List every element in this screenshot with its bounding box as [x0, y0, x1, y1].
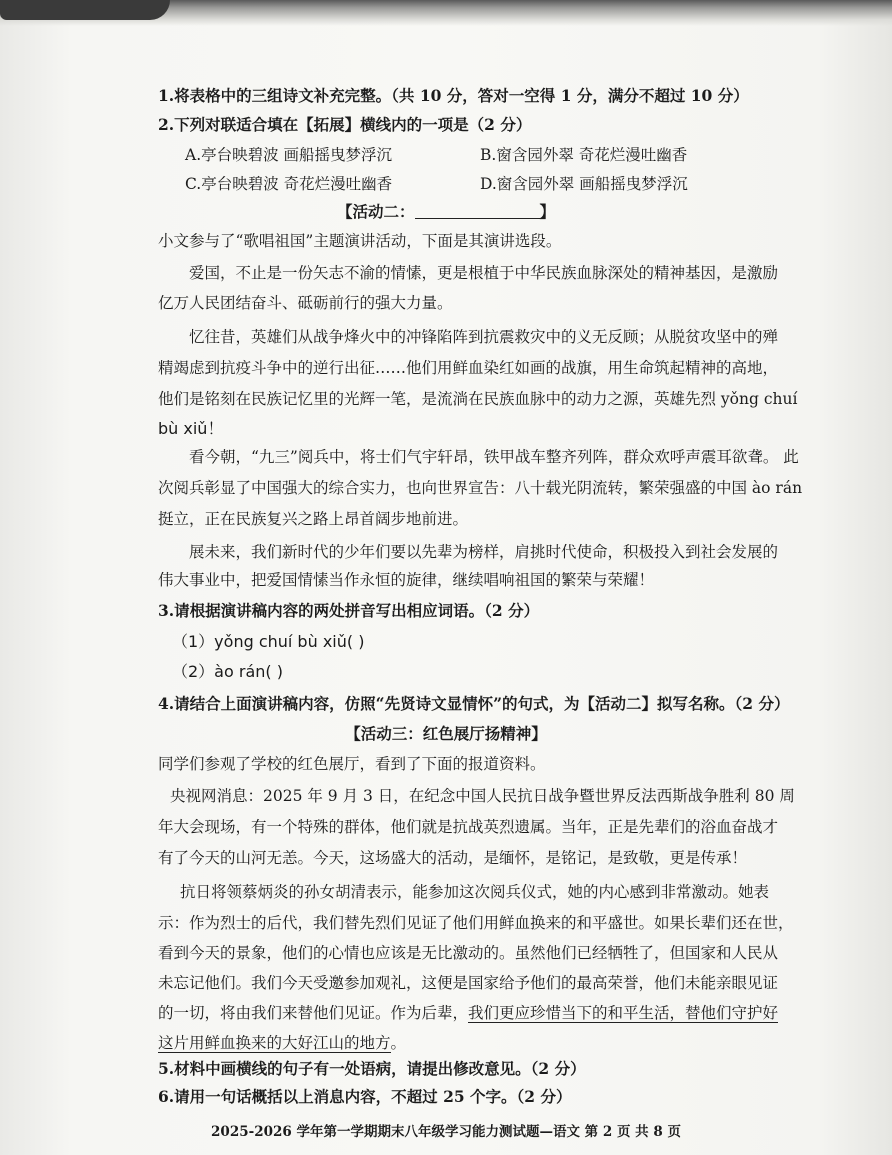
activity-2-heading	[0, 200, 892, 224]
question-6: 6.请用一句话概括以上消息内容，不超过 25 个字。（2 分）	[158, 1087, 572, 1106]
activity-3-heading: 【活动三：红色展厅扬精神】	[345, 724, 547, 743]
speech-p1-line-1: 爱国，不止是一份矢志不渝的情愫，更是根植于中华民族血脉深处的精神基因，是激励	[189, 264, 779, 282]
option-d: D.窗含园外翠 画船摇曳梦浮沉	[480, 175, 688, 193]
question-3: 3.请根据演讲稿内容的两处拼音写出相应词语。（2 分）	[158, 601, 540, 620]
question-4: 4.请结合上面演讲稿内容，仿照“先贤诗文显情怀”的句式，为【活动二】拟写名称。（2 分）	[158, 694, 790, 713]
news-p2-line-4: 未忘记他们。我们今天受邀参加观礼，这便是国家给予他们的最高荣誉，他们未能亲眼见证	[158, 974, 779, 992]
scan-corner-blot	[0, 0, 170, 20]
news-p2-line-1: 抗日将领蔡炳炎的孙女胡清表示，能参加这次阅兵仪式，她的内心感到非常激动。她表	[180, 883, 770, 901]
question-5: 5.材料中画横线的句子有一处语病，请提出修改意见。（2 分）	[158, 1059, 586, 1078]
speech-p3-line-2: 次阅兵彰显了中国强大的综合实力，也向世界宣告：八十载光阴流转，繁荣强盛的中国 ào rán	[158, 479, 803, 497]
question-1: 1.将表格中的三组诗文补充完整。（共 10 分，答对一空得 1 分，满分不超过 10 分）	[158, 86, 749, 105]
news-p2-line-6	[158, 1031, 868, 1055]
activity-2-prefix: 【活动二：	[336, 202, 415, 221]
speech-p2-line-1: 忆往昔，英雄们从战争烽火中的冲锋陷阵到抗震救灾中的义无反顾；从脱贫攻坚中的殚	[189, 328, 779, 346]
speech-p2-line-4: bù xiǔ！	[158, 419, 224, 438]
news-p1-line-1: 央视网消息：2025 年 9 月 3 日，在纪念中国人民抗日战争暨世界反法西斯战争胜利 80 周	[170, 787, 795, 805]
activity-2-suffix: 】	[539, 202, 556, 221]
question-2: 2.下列对联适合填在【拓展】横线内的一项是（2 分）	[158, 115, 532, 134]
news-p2-line-3: 看到今天的景象，他们的心情也应该是无比激动的。虽然他们已经牺牲了，但国家和人民从	[158, 944, 779, 962]
news-p1-line-3: 有了今天的山河无恙。今天，这场盛大的活动，是缅怀，是铭记，是致敬，更是传承！	[158, 849, 748, 867]
question-3-item-2: （2）ào rán( )	[172, 662, 283, 681]
news-plain-text: 的一切，将由我们来替他们见证。作为后辈，	[158, 1004, 469, 1022]
underlined-sentence-part-2: 这片用鲜血换来的大好江山的地方	[158, 1034, 391, 1052]
news-p1-line-2: 年大会现场，有一个特殊的群体，他们就是抗战英烈遗属。当年，正是先辈们的浴血奋战才	[158, 818, 779, 836]
speech-p4-line-1: 展未来，我们新时代的少年们要以先辈为榜样，肩挑时代使命，积极投入到社会发展的	[189, 543, 779, 561]
speech-p1-line-2: 亿万人民团结奋斗、砥砺前行的强大力量。	[158, 294, 453, 312]
news-sentence-end: 。	[390, 1034, 407, 1052]
question-3-item-1: （1）yǒng chuí bù xiǔ( )	[172, 632, 365, 651]
speech-p3-line-3: 挺立，正在民族复兴之路上昂首阔步地前进。	[158, 510, 469, 528]
speech-p3-line-1: 看今朝，“九三”阅兵中，将士们气宇轩昂，铁甲战车整齐列阵，群众欢呼声震耳欲聋。 此	[189, 448, 799, 466]
activity-2-blank	[415, 202, 540, 219]
news-p2-line-2: 示：作为烈士的后代，我们替先烈们见证了他们用鲜血换来的和平盛世。如果长辈们还在世，	[158, 914, 794, 932]
activity-2-intro: 小文参与了“歌唱祖国”主题演讲活动，下面是其演讲选段。	[158, 232, 562, 250]
option-c: C.亭台映碧波 奇花烂漫吐幽香	[185, 175, 393, 193]
option-b: B.窗含园外翠 奇花烂漫吐幽香	[480, 146, 688, 164]
option-a: A.亭台映碧波 画船摇曳梦浮沉	[185, 146, 393, 164]
speech-p2-line-2: 精竭虑到抗疫斗争中的逆行出征……他们用鲜血染红如画的战旗，用生命筑起精神的高地，	[158, 359, 779, 377]
activity-3-intro: 同学们参观了学校的红色展厅，看到了下面的报道资料。	[158, 755, 546, 773]
speech-p2-line-3: 他们是铭刻在民族记忆里的光辉一笔，是流淌在民族血脉中的动力之源，英雄先烈 yǒng chuí	[158, 390, 798, 408]
page-footer: 2025-2026 学年第一学期期末八年级学习能力测试题—语文 第 2 页 共 8 页	[211, 1124, 681, 1140]
news-p2-line-5	[158, 1001, 868, 1025]
underlined-sentence-part-1: 我们更应珍惜当下的和平生活，替他们守护好	[468, 1004, 779, 1022]
speech-p4-line-2: 伟大事业中，把爱国情愫当作永恒的旋律，继续唱响祖国的繁荣与荣耀！	[158, 571, 655, 589]
